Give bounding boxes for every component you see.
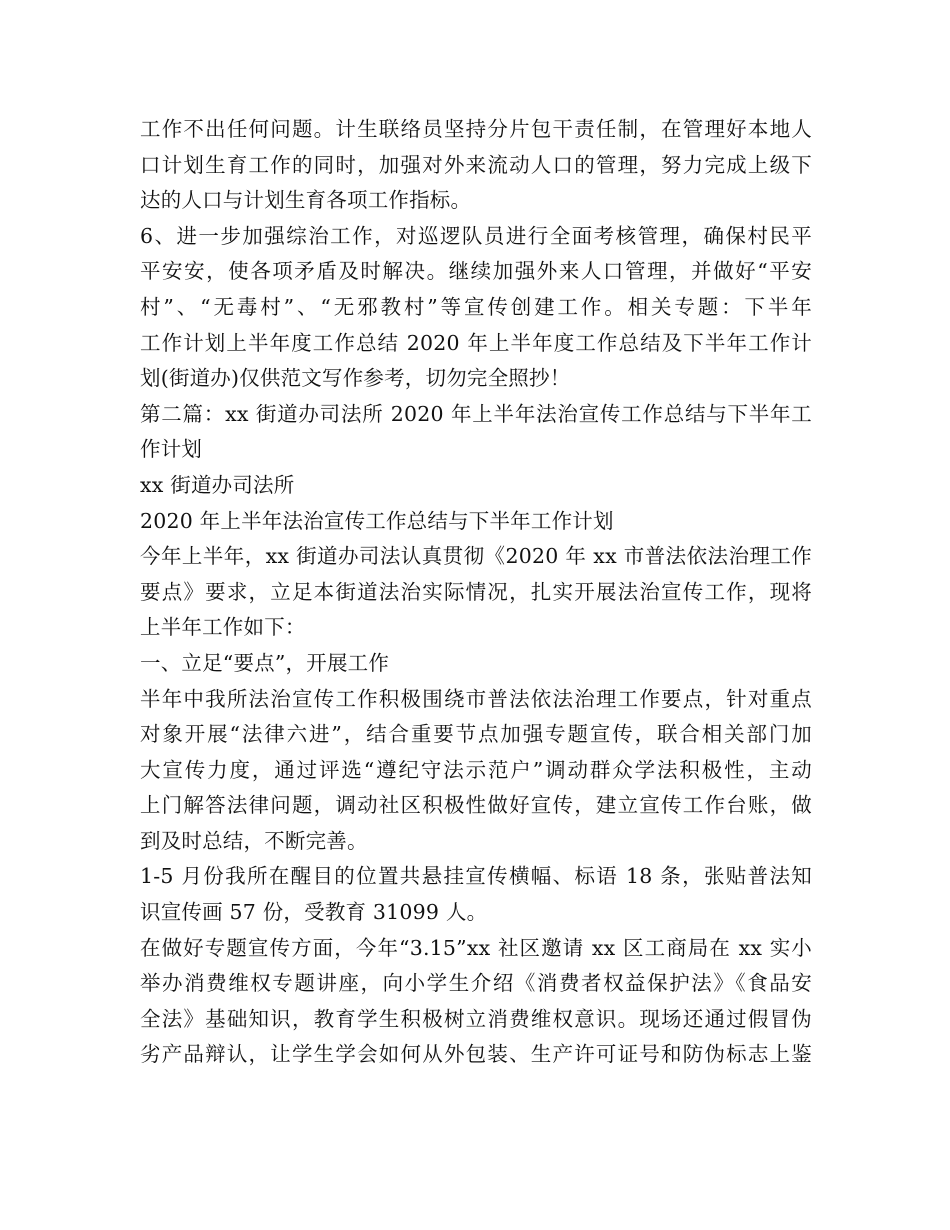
text-line: 作计划 (140, 437, 203, 462)
text-line: 要点》要求，立足本街道法治实际情况，扎实开展法治宣传工作，现将 (140, 579, 812, 604)
text-line: 今年上半年，xx 街道办司法认真贯彻《2020 年 xx 市普法依法治理工作 (140, 544, 812, 569)
document-body (140, 112, 812, 1073)
text-line: 在做好专题宣传方面，今年“3.15”xx 社区邀请 xx 区工商局在 xx 实小 (140, 935, 812, 960)
text-line: 上半年工作如下： (140, 615, 306, 640)
text-line: 6、进一步加强综治工作，对巡逻队员进行全面考核管理，确保村民平 (140, 223, 812, 248)
text-line: 半年中我所法治宣传工作积极围绕市普法依法治理工作要点，针对重点 (140, 686, 812, 711)
text-line: 划(街道办)仅供范文写作参考，切勿完全照抄！ (140, 366, 571, 391)
text-line: 达的人口与计划生育各项工作指标。 (140, 188, 472, 213)
text-line: 工作不出任何问题。计生联络员坚持分片包干责任制，在管理好本地人 (140, 117, 812, 141)
text-line: 第二篇：xx 街道办司法所 2020 年上半年法治宣传工作总结与下半年工 (140, 401, 812, 426)
text-line: 平安安，使各项矛盾及时解决。继续加强外来人口管理，并做好“平安 (140, 259, 812, 284)
text-line: 举办消费维权专题讲座，向小学生介绍《消费者权益保护法》《食品安 (140, 971, 812, 996)
text-line: 2020 年上半年法治宣传工作总结与下半年工作计划 (140, 508, 614, 533)
text-line: 村”、“无毒村”、“无邪教村”等宣传创建工作。相关专题：下半年 (140, 294, 812, 319)
text-line: 工作计划上半年度工作总结 2020 年上半年度工作总结及下半年工作计 (140, 330, 812, 355)
text-line: 口计划生育工作的同时，加强对外来流动人口的管理，努力完成上级下 (140, 152, 812, 177)
text-line: xx 街道办司法所 (140, 472, 295, 497)
text-line: 1-5 月份我所在醒目的位置共悬挂宣传横幅、标语 18 条，张贴普法知 (140, 864, 812, 889)
text-line: 劣产品辩认，让学生学会如何从外包装、生产许可证号和防伪标志上鉴 (140, 1042, 812, 1067)
text-line: 识宣传画 57 份，受教育 31099 人。 (140, 900, 488, 925)
text-line: 全法》基础知识，教育学生积极树立消费维权意识。现场还通过假冒伪 (140, 1006, 812, 1031)
text-line: 大宣传力度，通过评选“遵纪守法示范户”调动群众学法积极性，主动 (140, 757, 812, 782)
text-line: 对象开展“法律六进”，结合重要节点加强专题宣传，联合相关部门加 (140, 722, 812, 747)
text-line: 上门解答法律问题，调动社区积极性做好宣传，建立宣传工作台账，做 (140, 793, 812, 818)
text-line: 到及时总结，不断完善。 (140, 828, 368, 853)
text-line: 一、立足“要点”，开展工作 (140, 650, 390, 675)
